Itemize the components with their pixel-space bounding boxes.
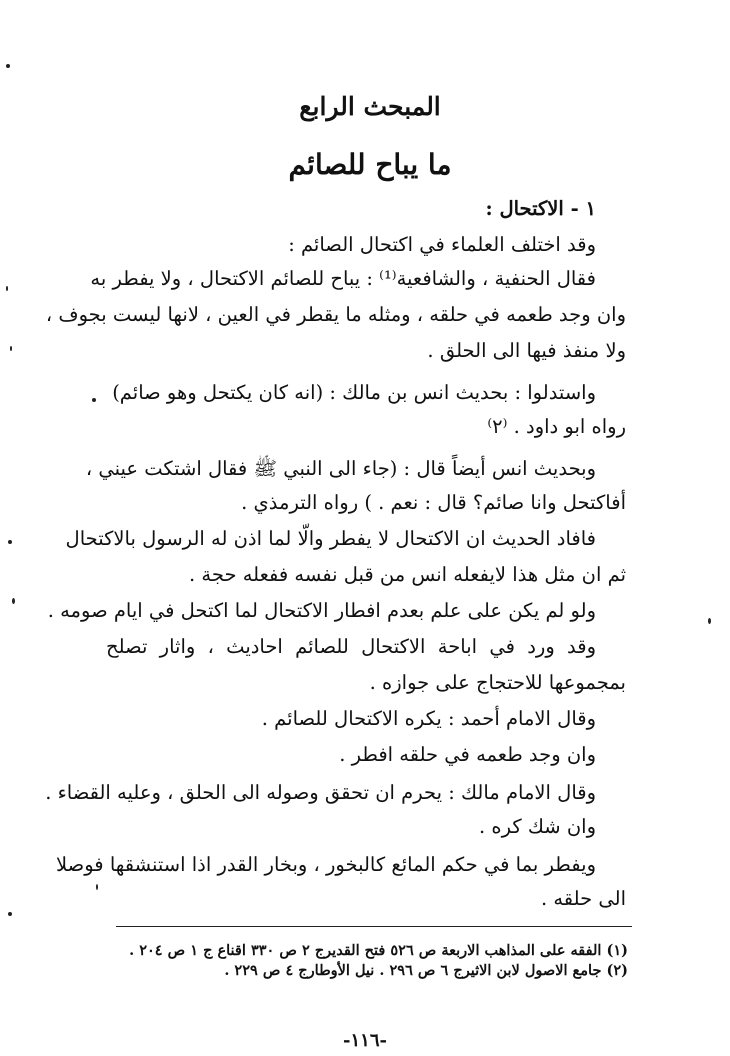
text-line: وقد ورد في اباحة الاكتحال للصائم احاديث ، واثار تصلح bbox=[106, 635, 596, 658]
scan-speck bbox=[96, 884, 98, 890]
text-line: أفاكتحل وانا صائم؟ قال : نعم . ) رواه الترمذي . bbox=[241, 491, 626, 514]
scan-speck bbox=[12, 598, 15, 604]
section-heading: المبحث الرابع bbox=[299, 92, 441, 121]
text-line: رواه ابو داود . ⁽٢⁾ bbox=[487, 415, 626, 438]
text-line: وقال الامام مالك : يحرم ان تحقق وصوله الى الحلق ، وعليه القضاء . bbox=[45, 781, 596, 804]
footnote: (٢) جامع الاصول لابن الاثيرج ٦ ص ٢٩٦ . نيل الأوطارج ٤ ص ٢٢٩ . bbox=[224, 962, 628, 979]
text-line: فافاد الحديث ان الاكتحال لا يفطر والّا لما اذن له الرسول بالاكتحال bbox=[65, 527, 596, 550]
text-line: وان وجد طعمه في حلقه ، ومثله ما يقطر في العين ، لانها ليست بجوف ، bbox=[45, 303, 626, 326]
footnote: (١) الفقه على المذاهب الاربعة ص ٥٢٦ فتح القديرج ٢ ص ٣٣٠ اقناع ج ١ ص ٢٠٤ . bbox=[129, 942, 628, 959]
text-line: بمجموعها للاحتجاج على جوازه . bbox=[369, 671, 626, 694]
text-line: وان شك كره . bbox=[479, 815, 596, 838]
page-title: ما يباح للصائم bbox=[288, 148, 452, 181]
scan-speck bbox=[8, 912, 12, 916]
text-line: الى حلقه . bbox=[540, 887, 626, 910]
text-line: وقد اختلف العلماء في اكتحال الصائم : bbox=[288, 233, 596, 256]
scan-speck bbox=[6, 64, 10, 68]
scan-speck bbox=[10, 346, 12, 351]
text-line: وان وجد طعمه في حلقه افطر . bbox=[339, 743, 596, 766]
text-line: واستدلوا : بحديث انس بن مالك : (انه كان يكتحل وهو صائم) bbox=[112, 381, 596, 404]
text-line: ولو لم يكن على علم بعدم افطار الاكتحال لما اكتحل في ايام صومه . bbox=[47, 599, 596, 622]
text-line: وقال الامام أحمد : يكره الاكتحال للصائم . bbox=[261, 707, 596, 730]
page-number: -١١٦- bbox=[343, 1030, 387, 1051]
text-line: وبحديث انس أيضاً قال : (جاء الى النبي ﷺ فقال اشتكت عيني ، bbox=[85, 457, 596, 480]
footnote-divider bbox=[116, 926, 632, 927]
text-line: فقال الحنفية ، والشافعية⁽¹⁾ : يباح للصائم الاكتحال ، ولا يفطر به bbox=[90, 267, 596, 290]
text-line: ثم ان مثل هذا لايفعله انس من قبل نفسه ففعله حجة . bbox=[189, 563, 626, 586]
text-line: ويفطر بما في حكم المائع كالبخور ، وبخار القدر اذا استنشقها فوصلا bbox=[56, 853, 596, 876]
scan-speck bbox=[708, 618, 711, 624]
scan-speck bbox=[6, 286, 8, 291]
scan-speck bbox=[8, 540, 12, 544]
text-line: ولا منفذ فيها الى الحلق . bbox=[427, 339, 626, 362]
scan-speck bbox=[92, 398, 96, 402]
subheading-kohl: ١ - الاكتحال : bbox=[485, 197, 596, 220]
